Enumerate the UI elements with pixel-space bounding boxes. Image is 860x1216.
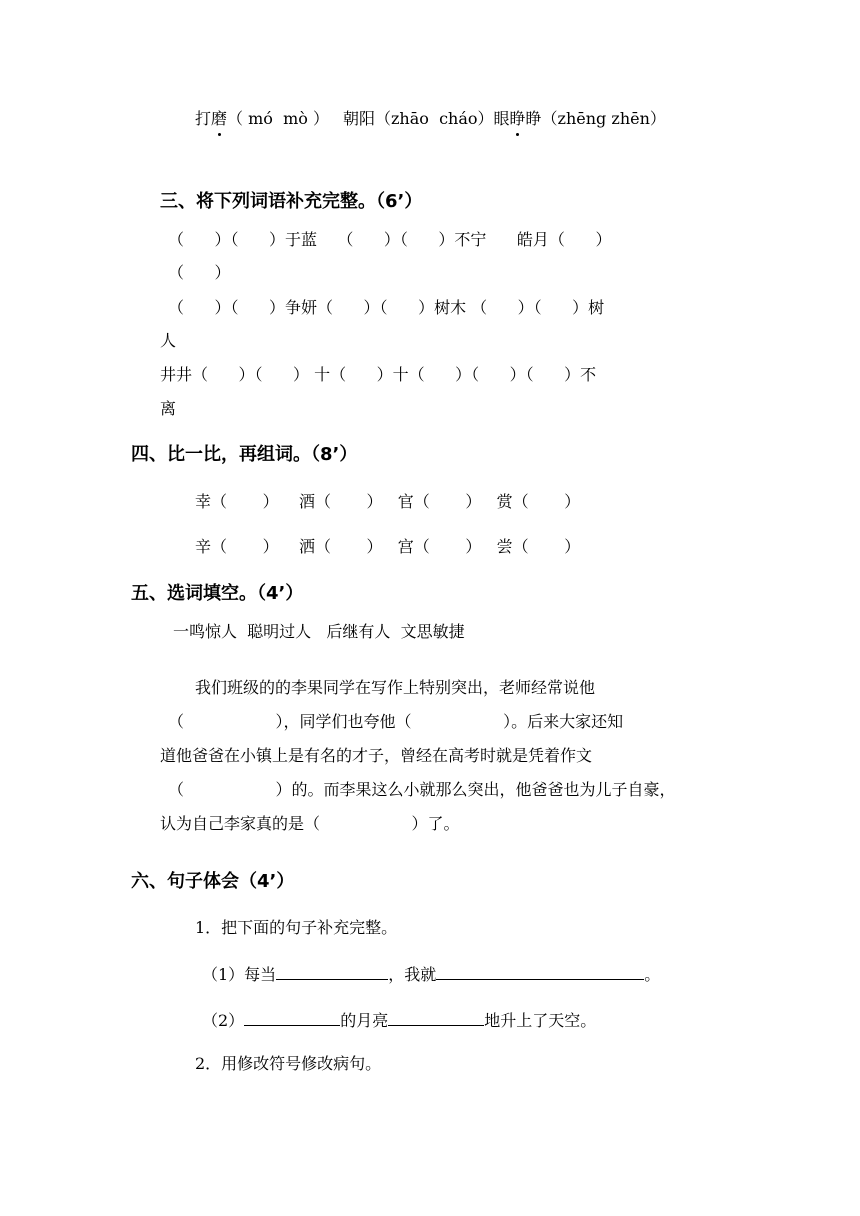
paragraph-line: 认为自己李家真的是（ ）了。	[160, 814, 460, 833]
sentence-1-middle: ，我就	[388, 965, 437, 984]
compare-row-1: 幸（ ） 酒（ ） 官（ ） 赏（ ）	[195, 492, 581, 511]
word-1-prefix: 打	[195, 109, 212, 128]
paragraph-line: 我们班级的的李果同学在写作上特别突出，老师经常说他	[195, 678, 596, 697]
paragraph-line: 道他爸爸在小镇上是有名的才子，曾经在高考时就是凭着作文	[160, 746, 593, 765]
section-3-line: 井井（ ）（ ） 十（ ）十（ ）（ ）（ ）不	[160, 365, 597, 384]
word-2-dotted-char: 睁	[509, 109, 526, 128]
blank-line	[244, 1009, 340, 1026]
paragraph-line: （ ），同学们也夸他（ ）。后来大家还知	[168, 712, 624, 731]
section-3-heading: 三、将下列词语补充完整。（6’）	[160, 191, 423, 212]
section-4-heading: 四、比一比，再组词。（8’）	[131, 444, 358, 465]
section-6-heading: 六、句子体会（4’）	[131, 871, 295, 892]
word-options: 一鸣惊人 聪明过人 后继有人 文思敏捷	[173, 622, 465, 641]
section-5-heading: 五、选词填空。（4’）	[131, 583, 304, 604]
section-3-line: 人	[160, 331, 177, 350]
word-1-options: （ mó mò ）	[227, 109, 329, 128]
pinyin-question-line	[195, 108, 666, 130]
sentence-1-start: （1）每当	[202, 965, 277, 984]
section-3-line: （ ）（ ）争妍（ ）（ ）树木 （ ）（ ）树	[168, 298, 605, 317]
sentence-2-start: （2）	[202, 1011, 245, 1030]
blank-line	[388, 1009, 484, 1026]
section-3-line: （ ）	[168, 263, 231, 282]
item-1-instruction: 1．把下面的句子补充完整。	[195, 918, 398, 937]
sentence-1-end: 。	[644, 965, 661, 984]
compare-row-2: 辛（ ） 洒（ ） 宫（ ） 尝（ ）	[195, 537, 581, 556]
word-2-options: 睁（zhēng zhēn）	[525, 109, 666, 128]
word-1-dotted-char: 磨	[211, 109, 228, 128]
word-2-prefix: 朝阳（zhāo cháo）眼	[343, 109, 510, 128]
paragraph-line: （ ）的。而李果这么小就那么突出，他爸爸也为儿子自豪，	[168, 780, 676, 799]
sentence-2-end: 地升上了天空。	[484, 1011, 597, 1030]
item-2-instruction: 2．用修改符号修改病句。	[195, 1054, 382, 1073]
section-3-line: （ ）（ ）于蓝 （ ）（ ）不宁 皓月（ ）	[168, 230, 612, 249]
sentence-2	[202, 1009, 596, 1032]
sentence-1	[202, 963, 660, 986]
sentence-2-middle: 的月亮	[340, 1011, 389, 1030]
blank-line	[436, 963, 644, 980]
blank-line	[276, 963, 388, 980]
section-3-line: 离	[160, 399, 177, 418]
